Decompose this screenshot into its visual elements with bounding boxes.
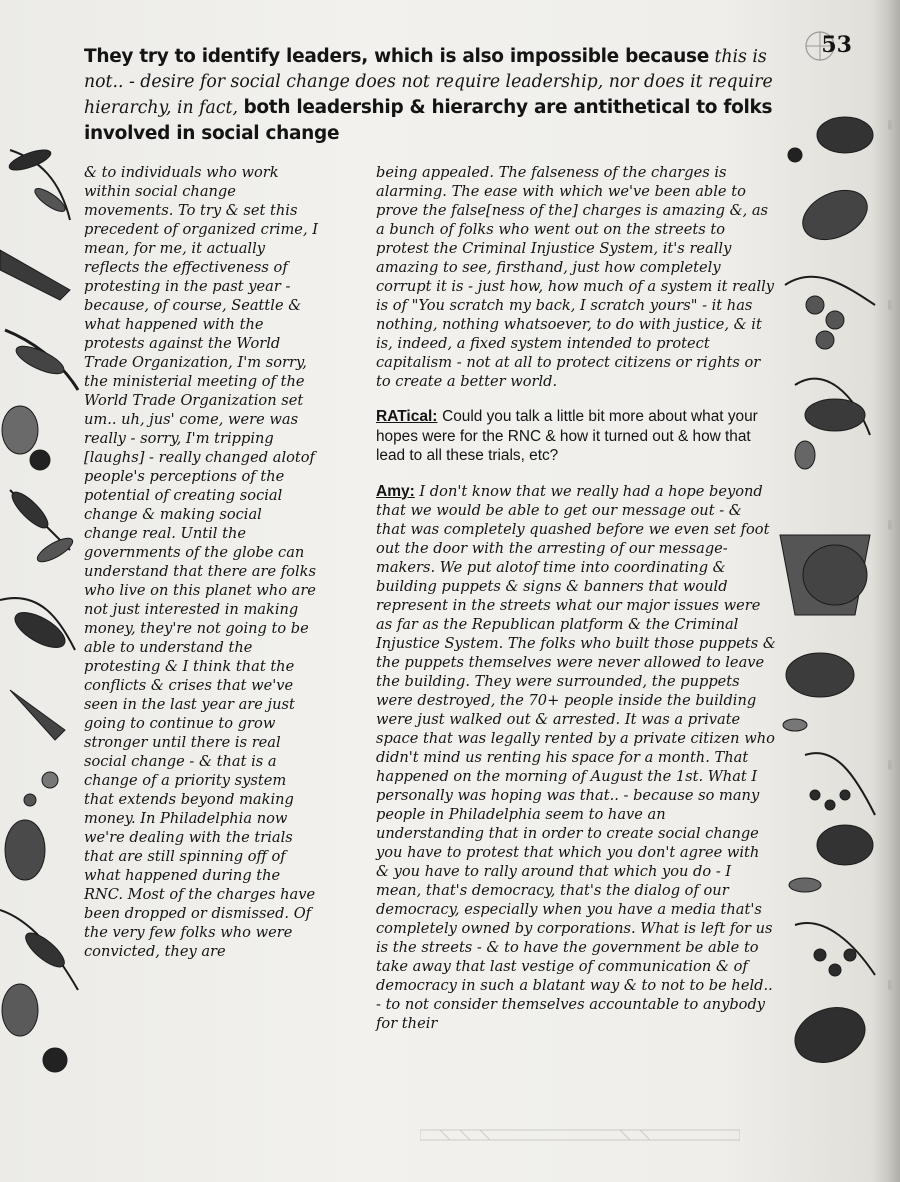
heading-italic-part: this is not.. - desire for social change does not require leadership, nor does it require hierarchy, in fact,	[84, 47, 773, 118]
bottom-bleedthrough-band	[420, 1128, 740, 1142]
binding-mark	[888, 120, 892, 130]
heading-bold-part-2: both leadership & hierarchy are antithetical to folks involved in social change	[84, 97, 773, 144]
heading-bold-part-1: They try to identify leaders, which is also impossible because	[84, 46, 709, 67]
section-heading	[84, 44, 784, 147]
answer-speaker: Amy:	[376, 482, 415, 500]
binding-mark	[888, 980, 892, 990]
binding-mark	[888, 520, 892, 530]
binding-mark	[888, 760, 892, 770]
left-column-text: & to individuals who work within social change movements. To try & set this precedent of organized crime, I mean, for me, it actually reflects the effectiveness of protesting in the past year - because, of course, Seattle & what happened with the protests against the World Trade Organization, I'm sorry, the ministerial meeting of the World Trade Organization set um.. uh, jus' come, were was really - sorry, I'm tripping [laughs] - really changed alotof people's perceptions of the potential of creating social change & making social change real. Until the governments of the globe can understand that there are folks who live on this planet who are not just interested in making money, they're not going to be able to understand the protesting & I think that the conflicts & crises that we've seen in the last year are just going to continue to grow stronger until there is real social change - & that is a change of a priority system that extends beyond making money. In Philadelphia now we're dealing with the trials that are still spinning off of what happened during the RNC. Most of the charges have been dropped or dismissed. Of the very few folks who were convicted, they are	[84, 164, 318, 960]
right-botanical-illustration-icon	[775, 95, 880, 1095]
question-speaker: RATical:	[376, 408, 438, 425]
left-botanical-illustration-icon	[0, 130, 82, 1110]
interview-question	[376, 407, 776, 466]
right-text-column	[376, 163, 776, 1033]
question-text: Could you talk a little bit more about what your hopes were for the RNC & how it turned out & how that lead to all these trials, etc?	[376, 408, 758, 464]
page-number: 53	[821, 32, 852, 58]
interview-answer	[376, 482, 776, 1033]
answer-text: I don't know that we really had a hope beyond that we would be able to get our message out - & that was completely quashed before we even set foot out the door with the arresting of our message-makers. We put alotof time into coordinating & building puppets & signs & banners that would represent in the streets what our major issues were as far as the Republican platform & the Criminal Injustice System. The folks who built those puppets & the puppets themselves were never allowed to leave the building. They were surrounded, the puppets were destroyed, the 70+ people inside the building were just walked out & arrested. It was a private space that was legally rented by a private citizen who didn't mind us renting his space for a month. That happened on the morning of August the 1st. What I personally was hoping was that.. - because so many people in Philadelphia seem to have an understanding that in order to create social change you have to protest that which you don't agree with & you have to rally around that which you do - I mean, that's democracy, that's the dialog of our democracy, especially when you have a media that's completely owned by corporations. What is left for us is the streets - & to have the government be able to take away that last vestige of communication & of democracy in such a blatant way & to not to be held.. - to not consider themselves accountable to anybody for their	[376, 482, 776, 1032]
right-column-intro: being appealed. The falseness of the charges is alarming. The ease with which we've been able to prove the false[ness of the] charges is amazing &, as a bunch of folks who went out on the streets to protest the Criminal Injustice System, it's really amazing to see, firsthand, just how completely corrupt it is - just how, how much of a system it really is of "You scratch my back, I scratch yours" - it has nothing, nothing whatsoever, to do with justice, & it is, indeed, a fixed system intended to protect capitalism - not at all to protect citizens or rights or to create a better world.	[376, 164, 775, 390]
binding-mark	[888, 300, 892, 310]
left-text-column	[84, 163, 320, 961]
